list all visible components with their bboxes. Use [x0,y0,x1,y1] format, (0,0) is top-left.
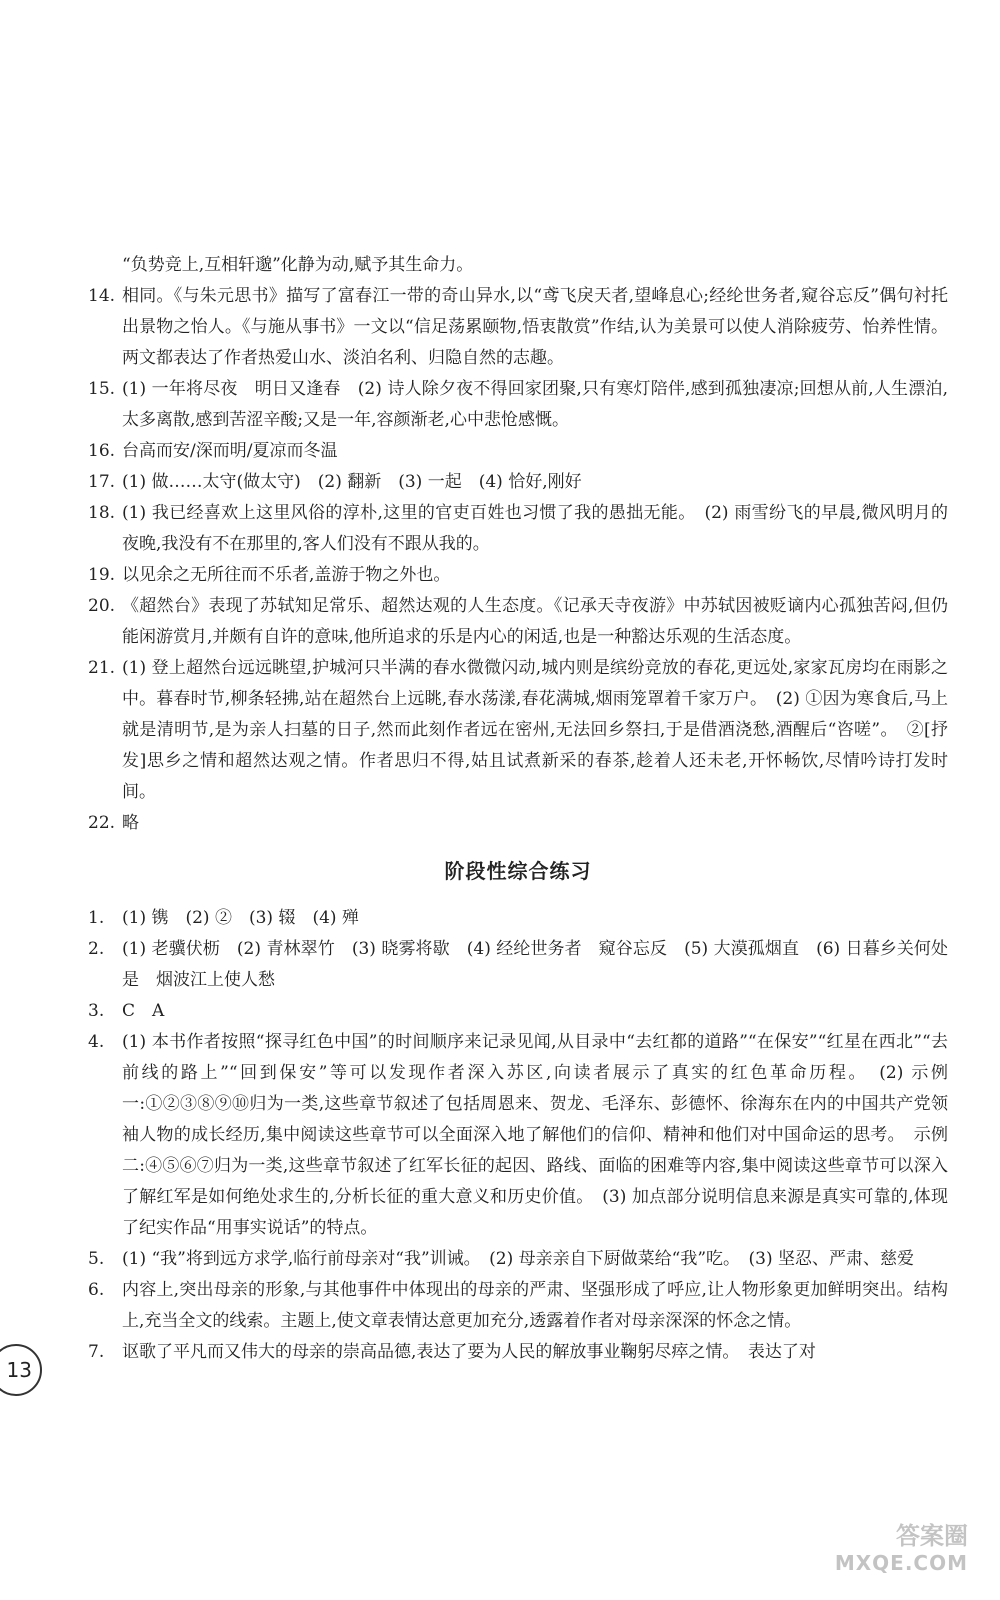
item-number: 22. [88,813,116,833]
answer-item [88,467,948,498]
answer-item [88,560,948,591]
item-text: (1) “我”将到远方求学,临行前母亲对“我”训诫。 (2) 母亲亲自下厨做菜给“我”吃。 (3) 坚忍、严肃、慈爱 [122,1249,915,1269]
item-number: 2. [88,939,105,959]
answer-item [88,436,948,467]
item-text: 内容上,突出母亲的形象,与其他事件中体现出的母亲的严肃、坚强形成了呼应,让人物形象更加鲜明突出。结构上,充当全文的线索。主题上,使文章表情达意更加充分,透露着作者对母亲深深的怀念之情。 [122,1280,948,1331]
answer-item [88,808,948,839]
answer-item [88,281,948,374]
answer-list-a [88,281,948,839]
item-number: 14. [88,286,116,306]
answer-item [88,498,948,560]
answer-item [88,653,948,808]
item-text: 相同。《与朱元思书》描写了富春江一带的奇山异水,以“鸢飞戾天者,望峰息心;经纶世务者,窥谷忘反”偶句衬托出景物之怡人。《与施从事书》一文以“信足荡累颐物,悟衷散赏”作结,认为美景可以使人消除疲劳、怡养性情。两文都表达了作者热爱山水、淡泊名利、归隐自然的志趣。 [122,286,948,368]
answer-item [88,1244,948,1275]
item-number: 17. [88,472,116,492]
item-number: 4. [88,1032,105,1052]
answer-item [88,374,948,436]
item-text: 略 [122,813,139,833]
item-text: (1) 登上超然台远远眺望,护城河只半满的春水微微闪动,城内则是缤纷竞放的春花,更远处,家家瓦房均在雨影之中。暮春时节,柳条轻拂,站在超然台上远眺,春水荡漾,春花满城,烟雨笼罩着千家万户。 (2) ①因为寒食后,马上就是清明节,是为亲人扫墓的日子,然而此刻作者远在密州,无法回乡祭扫,于是借酒浇愁,酒醒后“咨嗟”。 ②[抒发]思乡之情和超然达观之情。作者思归不得,姑且试煮新采的春茶,趁着人还未老,开怀畅饮,尽情吟诗打发时间。 [122,658,948,802]
item-text: (1) 老骥伏枥 (2) 青林翠竹 (3) 晓雾将歇 (4) 经纶世务者 窥谷忘反 (5) 大漠孤烟直 (6) 日暮乡关何处是 烟波江上使人愁 [122,939,948,990]
item-number: 5. [88,1249,105,1269]
answer-item [88,934,948,996]
item-number: 16. [88,441,116,461]
item-number: 1. [88,908,105,928]
answer-item [88,591,948,653]
item-text: 讴歌了平凡而又伟大的母亲的崇高品德,表达了要为人民的解放事业鞠躬尽瘁之情。 表达了对 [122,1342,816,1362]
answer-item [88,1027,948,1244]
item-number: 21. [88,658,116,678]
section-title: 阶段性综合练习 [444,859,592,883]
answer-item [88,903,948,934]
item-number: 3. [88,1001,105,1021]
answer-content [88,250,948,1368]
item-number: 6. [88,1280,105,1300]
answer-item [88,996,948,1027]
item-text: 台高而安/深而明/夏凉而冬温 [122,441,338,461]
item-number: 15. [88,379,116,399]
watermark-line1: 答案圈 [896,1522,968,1550]
continuation-paragraph: “负势竞上,互相轩邈”化静为动,赋予其生命力。 [122,255,474,275]
item-number: 19. [88,565,116,585]
item-text: (1) 镌 (2) ② (3) 辍 (4) 殚 [122,908,359,928]
answer-item [88,1275,948,1337]
item-number: 20. [88,596,116,616]
answer-item [88,1337,948,1368]
watermark-logo [778,1518,978,1578]
item-text: (1) 我已经喜欢上这里风俗的淳朴,这里的官吏百姓也习惯了我的愚拙无能。 (2) 雨雪纷飞的早晨,微风明月的夜晚,我没有不在那里的,客人们没有不跟从我的。 [122,503,948,554]
item-text: 以见余之无所往而不乐者,盖游于物之外也。 [122,565,451,585]
item-text: (1) 一年将尽夜 明日又逢春 (2) 诗人除夕夜不得回家团聚,只有寒灯陪伴,感到孤独凄凉;回想从前,人生漂泊,太多离散,感到苦涩辛酸;又是一年,容颜渐老,心中悲怆感慨。 [122,379,948,430]
item-text: C A [122,1001,165,1021]
item-text: (1) 本书作者按照“探寻红色中国”的时间顺序来记录见闻,从目录中“去红都的道路”“在保安”“红星在西北”“去前线的路上”“回到保安”等可以发现作者深入苏区,向读者展示了真实的红色革命历程。 (2) 示例一:①②③⑧⑨⑩归为一类,这些章节叙述了包括周恩来、贺龙、毛泽东、彭德怀、徐海东在内的中国共产党领袖人物的成长经历,集中阅读这些章节可以全面深入地了解他们的信仰、精神和他们对中国命运的思考。 示例二:④⑤⑥⑦归为一类,这些章节叙述了红军长征的起因、路线、面临的困难等内容,集中阅读这些章节可以深入了解红军是如何绝处求生的,分析长征的重大意义和历史价值。 (3) 加点部分说明信息来源是真实可靠的,体现了纪实作品“用事实说话”的特点。 [122,1032,948,1238]
item-text: 《超然台》表现了苏轼知足常乐、超然达观的人生态度。《记承天寺夜游》中苏轼因被贬谪内心孤独苦闷,但仍能闲游赏月,并颇有自许的意味,他所追求的乐是内心的闲适,也是一种豁达乐观的生活态度。 [122,596,948,647]
page-number-badge [0,1344,42,1396]
item-number: 7. [88,1342,105,1362]
watermark-line2: MXQE.COM [834,1551,968,1575]
answer-list-b [88,903,948,1368]
page-number: 13 [6,1358,32,1382]
item-text: (1) 做……太守(做太守) (2) 翻新 (3) 一起 (4) 恰好,刚好 [122,472,582,492]
item-number: 18. [88,503,116,523]
